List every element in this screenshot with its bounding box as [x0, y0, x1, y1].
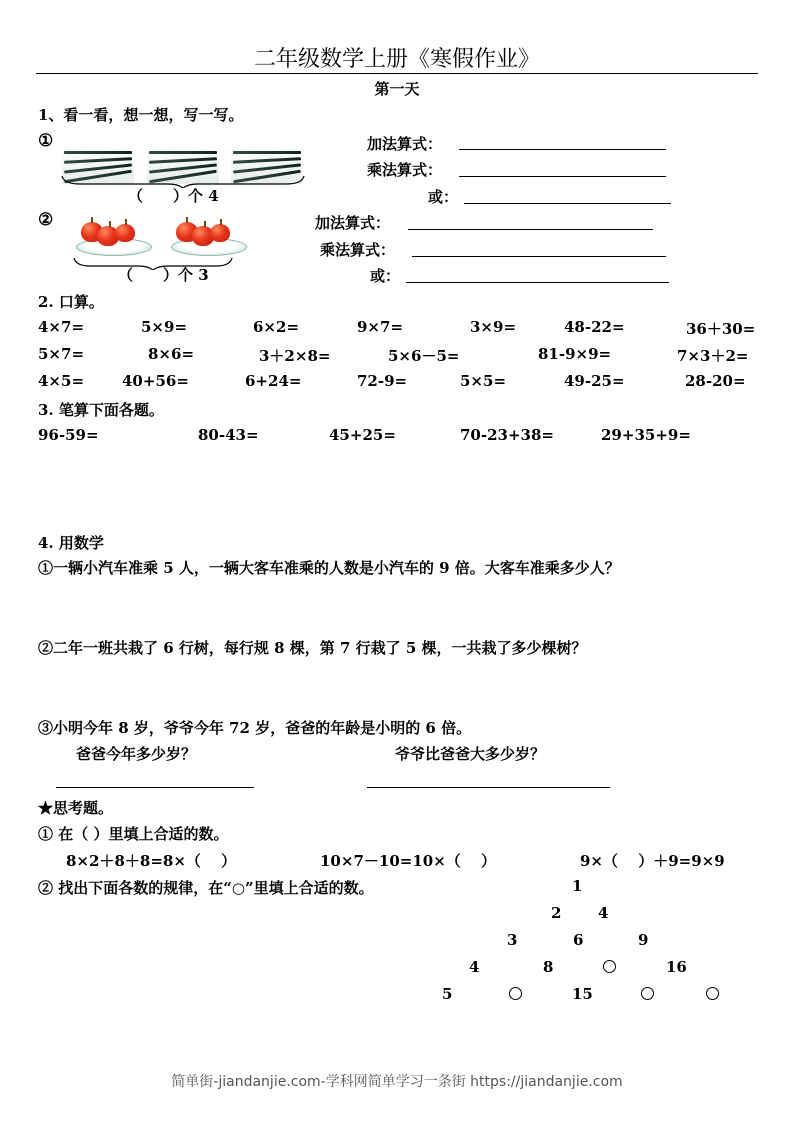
oral-problem: 8×6=: [148, 345, 195, 363]
word-problem-3a: 爸爸今年多少岁？: [76, 745, 197, 763]
apple-plate-icon: [72, 212, 154, 258]
oral-problem: 3×9=: [470, 318, 517, 336]
item2-caption: （ ）个 3: [118, 266, 209, 284]
day-subtitle: 第一天: [374, 80, 420, 98]
thinking-q1: ① 在（ ）里填上合适的数。: [38, 825, 229, 843]
written-problem: 96-59=: [38, 426, 99, 444]
pyramid-number: 4: [598, 904, 609, 922]
oral-problem: 9×7=: [357, 318, 404, 336]
oral-problem: 6+24=: [245, 372, 302, 390]
item1-mul-answer-line[interactable]: [459, 176, 666, 177]
pyramid-number: 8: [543, 958, 554, 976]
oral-problem: 5×6－5=: [388, 347, 460, 365]
oral-problem: 40+56=: [122, 372, 189, 390]
item2-add-answer-line[interactable]: [408, 229, 653, 230]
written-problem: 80-43=: [198, 426, 259, 444]
item1-mul-label: 乘法算式：: [367, 161, 443, 179]
oral-problem: 3＋2×8=: [259, 347, 331, 365]
item2-mul-label: 乘法算式：: [320, 241, 396, 259]
pyramid-number: 5: [442, 985, 453, 1003]
oral-problem: 6×2=: [253, 318, 300, 336]
pyramid-number: 2: [551, 904, 562, 922]
item1-add-label: 加法算式：: [367, 135, 443, 153]
blank-circle[interactable]: [641, 987, 654, 1000]
oral-problem: 7×3＋2=: [677, 347, 749, 365]
oral-problem: 4×5=: [38, 372, 85, 390]
pyramid-number: 1: [572, 877, 583, 895]
section3-heading: 3. 笔算下面各题。: [38, 401, 164, 419]
thinking-q2: ② 找出下面各数的规律，在“○”里填上合适的数。: [38, 879, 374, 897]
oral-problem: 5×7=: [38, 345, 85, 363]
oral-problem: 28-20=: [685, 372, 746, 390]
oral-problem: 72-9=: [357, 372, 408, 390]
apple-plate-icon: [167, 212, 249, 258]
word-problem-3b: 爷爷比爸爸大多少岁？: [395, 745, 546, 763]
answer-line-3a[interactable]: [56, 787, 254, 788]
item2-or-label: 或：: [370, 267, 401, 285]
pyramid-number: 4: [469, 958, 480, 976]
oral-problem: 81-9×9=: [538, 345, 612, 363]
watermark-footer: 简单街-jiandanjie.com-学科网简单学习一条街 https://jiandanjie.com: [171, 1074, 623, 1090]
written-problem: 70-23+38=: [460, 426, 554, 444]
blank-circle[interactable]: [706, 987, 719, 1000]
oral-problem: 48-22=: [564, 318, 625, 336]
blank-circle[interactable]: [603, 960, 616, 973]
item1-marker: ①: [38, 131, 54, 151]
item2-or-answer-line[interactable]: [406, 282, 669, 283]
written-problem: 45+25=: [329, 426, 396, 444]
pyramid-number: 15: [572, 985, 593, 1003]
oral-problem: 4×7=: [38, 318, 85, 336]
pyramid-number: 6: [573, 931, 584, 949]
written-problem: 29+35+9=: [601, 426, 691, 444]
oral-problem: 49-25=: [564, 372, 625, 390]
pyramid-number: 3: [507, 931, 518, 949]
item1-or-answer-line[interactable]: [464, 203, 671, 204]
oral-problem: 5×5=: [460, 372, 507, 390]
section2-heading: 2. 口算。: [38, 293, 104, 311]
page-title: 二年级数学上册《寒假作业》: [253, 47, 540, 72]
thinking-heading: ★思考题。: [38, 799, 114, 817]
blank-circle[interactable]: [509, 987, 522, 1000]
item1-or-label: 或：: [428, 188, 459, 206]
title-divider: [36, 73, 758, 74]
item2-mul-answer-line[interactable]: [412, 256, 666, 257]
section1-heading: 1、看一看，想一想，写一写。: [38, 106, 244, 124]
word-problem-1: ①一辆小汽车准乘 5 人，一辆大客车准乘的人数是小汽车的 9 倍。大客车准乘多少人？: [38, 559, 620, 577]
item1-caption: （ ）个 4: [128, 187, 219, 205]
fill-blank-problem: 10×7－10=10×（ ）: [320, 852, 496, 870]
pyramid-number: 16: [666, 958, 687, 976]
item2-add-label: 加法算式：: [315, 214, 391, 232]
item2-marker: ②: [38, 210, 54, 230]
oral-problem: 36＋30=: [686, 320, 756, 338]
answer-line-3b[interactable]: [367, 787, 610, 788]
fill-blank-problem: 9×（ ）＋9=9×9: [580, 852, 725, 870]
pyramid-number: 9: [638, 931, 649, 949]
section4-heading: 4. 用数学: [38, 534, 104, 552]
oral-problem: 5×9=: [141, 318, 188, 336]
word-problem-3: ③小明今年 8 岁，爷爷今年 72 岁，爸爸的年龄是小明的 6 倍。: [38, 719, 472, 737]
item1-add-answer-line[interactable]: [459, 149, 666, 150]
fill-blank-problem: 8×2＋8＋8=8×（ ）: [66, 852, 237, 870]
word-problem-2: ②二年一班共栽了 6 行树，每行规 8 棵，第 7 行栽了 5 棵，一共栽了多少棵树？: [38, 639, 587, 657]
